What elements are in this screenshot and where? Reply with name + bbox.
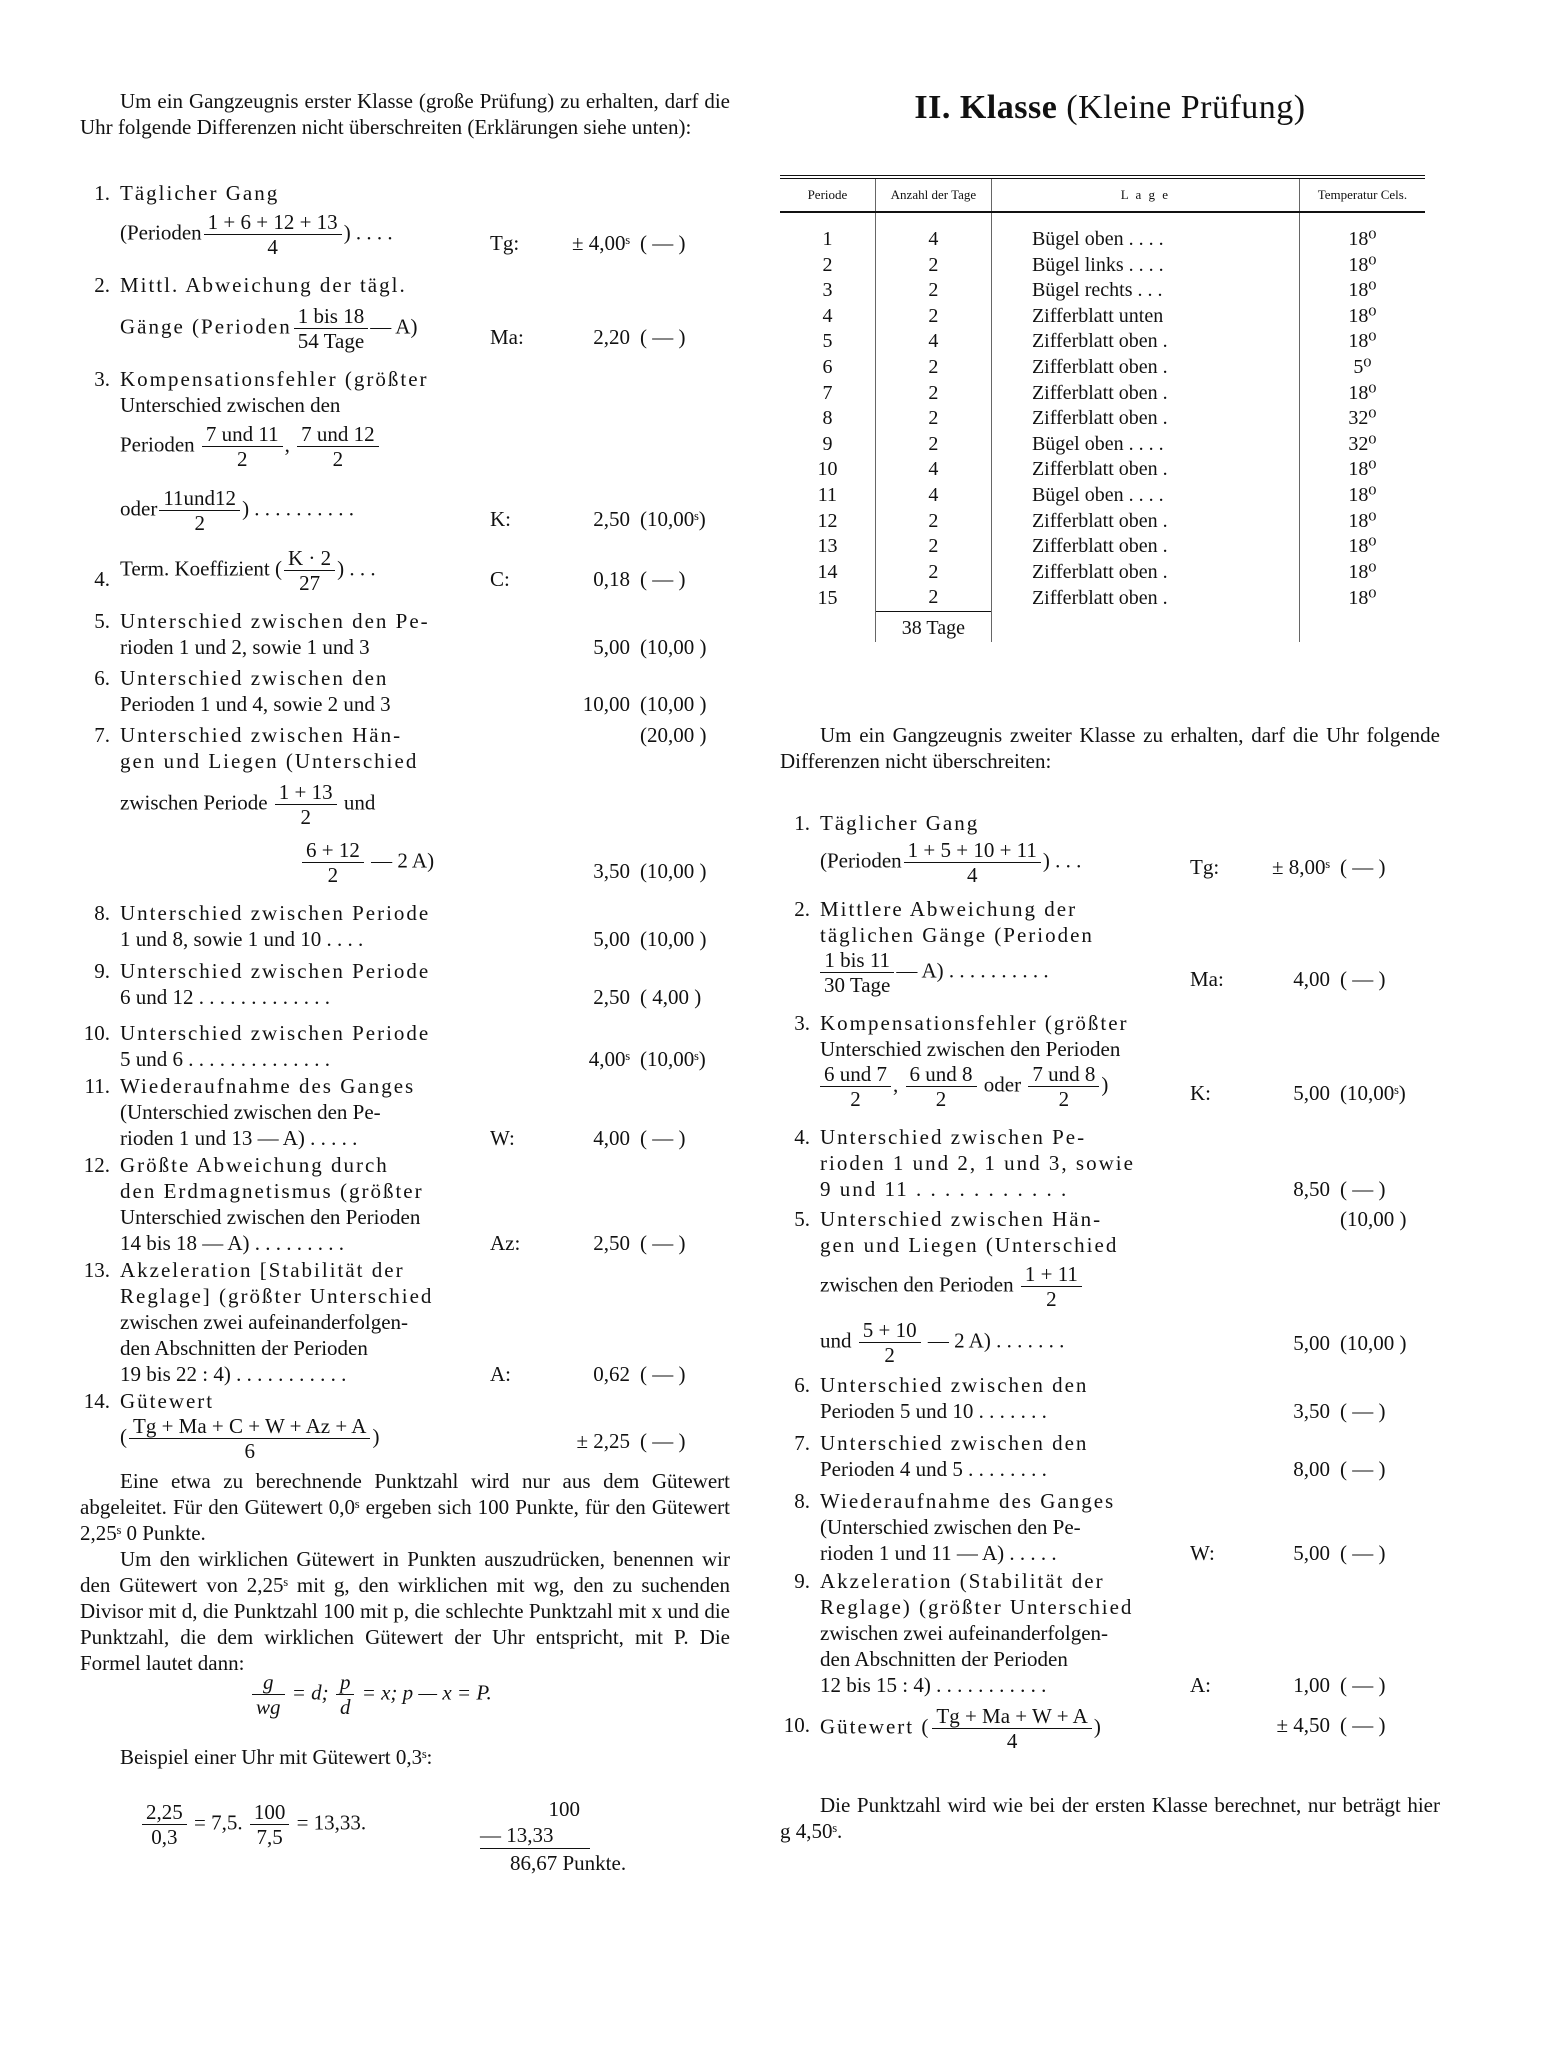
fraction: $\frac{\text{7 und 8}}{2}$ <box>1028 1062 1099 1111</box>
formula-prefix: Term. Koeffizient ( <box>120 556 282 581</box>
temperature-cell: 18⁰ <box>1299 304 1425 330</box>
item-number: 7. <box>794 1431 810 1455</box>
formula-text: = 7,5. <box>194 1810 243 1835</box>
subtraction-subtrahend: — 13,33 <box>480 1822 590 1849</box>
fraction: $\frac{5 + 10}{2}$ <box>859 1318 921 1367</box>
fraction: $\frac{1 + 11}{2}$ <box>1021 1262 1082 1311</box>
item-text: Reglage) (größter Unterschied <box>820 1595 1134 1619</box>
fraction: $\frac{100}{7,5}$ <box>250 1800 290 1849</box>
item-limit: (10,00ˢ) <box>640 1047 706 1071</box>
table-row <box>780 560 1425 586</box>
item-number: 10. <box>83 1021 110 1045</box>
example-heading: Beispiel einer Uhr mit Gütewert 0,3ˢ: <box>120 1745 433 1769</box>
item-text: 12 bis 15 : 4) . . . . . . . . . . . <box>820 1673 1047 1697</box>
column-header: L a g e <box>991 177 1299 212</box>
period-cell: 2 <box>822 253 833 276</box>
item-limit: ( — ) <box>1340 855 1386 879</box>
item-text: Unterschied zwischen Pe- <box>820 1125 1087 1149</box>
formula-paragraph: Um den wirklichen Gütewert in Punkten auszudrücken, benennen wir den Gütewert von 2,25ˢ mit g, den wirklichen mit wg, den zu suchenden Divisor mit d, die Punktzahl 100 mit p, die schlechte Punktzahl mit x und die Punktzahl, die dem wirklichen Gütewert der Uhr entspricht, mit P. Die Formel lautet dann: <box>80 1547 730 1675</box>
formula-suffix: — 2 A) . . . . . . . <box>927 1328 1065 1353</box>
item-limit: ( — ) <box>1340 1399 1386 1423</box>
item-value: ± 2,25 <box>576 1429 630 1453</box>
item-number: 9. <box>94 959 110 983</box>
formula-suffix: ) . . . . <box>343 220 393 245</box>
item-limit: ( — ) <box>640 325 686 349</box>
period-cell: 12 <box>817 509 838 532</box>
item-text: Perioden 1 und 4, sowie 2 und 3 <box>120 692 391 716</box>
period-cell: 8 <box>822 407 833 430</box>
fraction: $\frac{g}{wg}$ <box>252 1670 285 1719</box>
temperature-cell: 18⁰ <box>1299 457 1425 483</box>
table-row <box>780 534 1425 560</box>
formula-prefix: (Perioden <box>120 220 202 245</box>
item-value: ± 8,00ˢ <box>1272 855 1330 879</box>
table-row <box>780 355 1425 381</box>
item-text: Perioden 5 und 10 . . . . . . . <box>820 1399 1047 1423</box>
item-limit: ( 4,00 ) <box>640 985 702 1009</box>
table-row <box>780 278 1425 304</box>
temperature-cell: 18⁰ <box>1299 253 1425 279</box>
item-text: zwischen zwei aufeinanderfolgen- <box>120 1310 409 1334</box>
table-row <box>780 212 1425 253</box>
item-text: (Unterschied zwischen den Pe- <box>120 1100 381 1124</box>
formula-suffix: — A) . . . . . . . . . . <box>896 958 1049 983</box>
item-symbol: A: <box>1190 1673 1211 1697</box>
subtraction-minuend: 100 <box>548 1797 580 1821</box>
fraction: $\frac{6 + 12}{2}$ <box>302 838 364 887</box>
class-2-outro: Die Punktzahl wird wie bei der ersten Klasse berechnet, nur beträgt hier g 4,50ˢ. <box>780 1793 1440 1843</box>
item-text: Mittlere Abweichung der <box>820 897 1078 921</box>
item-symbol: C: <box>490 567 510 591</box>
table-row <box>780 304 1425 330</box>
item-value: 0,18 <box>593 567 630 591</box>
temperature-cell: 32⁰ <box>1299 406 1425 432</box>
table-row <box>780 329 1425 355</box>
item-number: 7. <box>94 723 110 747</box>
item-limit: ( — ) <box>640 1429 686 1453</box>
temperature-cell: 18⁰ <box>1299 534 1425 560</box>
fraction: $\frac{\text{11und12}}{2}$ <box>159 486 240 535</box>
column-header: Temperatur Cels. <box>1299 177 1425 212</box>
days-cell: 2 <box>875 560 991 586</box>
item-symbol: W: <box>1190 1541 1215 1565</box>
item-limit: (10,00 ) <box>640 635 707 659</box>
days-cell: 4 <box>875 329 991 355</box>
position-cell: Zifferblatt oben . <box>991 509 1299 535</box>
position-cell: Zifferblatt oben . <box>991 406 1299 432</box>
item-text: 19 bis 22 : 4) . . . . . . . . . . . <box>120 1362 347 1386</box>
item-limit: (10,00 ) <box>1340 1331 1407 1355</box>
item-number: 4. <box>794 1125 810 1149</box>
item-text: rioden 1 und 2, sowie 1 und 3 <box>120 635 370 659</box>
formula-prefix: Gänge (Perioden <box>120 314 292 339</box>
item-value: 1,00 <box>1293 1673 1330 1697</box>
period-cell: 14 <box>817 560 838 583</box>
item-value: 4,00 <box>1293 967 1330 991</box>
item-title: Täglicher Gang <box>820 811 980 835</box>
item-limit: (10,00 ) <box>640 927 707 951</box>
period-cell: 10 <box>817 458 838 481</box>
item-limit: (10,00ˢ) <box>1340 1081 1406 1105</box>
temperature-cell: 18⁰ <box>1299 585 1425 611</box>
item-text: täglichen Gänge (Perioden <box>820 923 1094 947</box>
item-text: Unterschied zwischen den <box>820 1431 1089 1455</box>
fraction: $\frac{\text{7 und 11}}{2}$ <box>202 422 283 471</box>
days-cell: 2 <box>875 509 991 535</box>
formula-text: oder <box>983 1072 1022 1097</box>
item-number: 12. <box>83 1153 110 1177</box>
empty-cell <box>780 611 875 641</box>
item-text: 9 und 11 . . . . . . . . . . . <box>820 1177 1069 1201</box>
item-number: 6. <box>794 1373 810 1397</box>
fraction: $\frac{\text{1 bis 18}}{\text{54 Tage}}$ <box>294 304 369 353</box>
class-2-intro: Um ein Gangzeugnis zweiter Klasse zu erhalten, darf die Uhr folgende Differenzen nicht überschreiten: <box>780 723 1440 773</box>
temperature-cell: 18⁰ <box>1299 381 1425 407</box>
fraction: $\frac{Tg + Ma + C + W + Az + A}{6}$ <box>129 1414 370 1463</box>
empty-cell <box>1299 611 1425 641</box>
item-number: 5. <box>94 609 110 633</box>
temperature-cell: 18⁰ <box>1299 329 1425 355</box>
item-text: Größte Abweichung durch <box>120 1153 389 1177</box>
item-value: 5,00 <box>1293 1331 1330 1355</box>
item-text: Wiederaufnahme des Ganges <box>820 1489 1116 1513</box>
formula-suffix: ) <box>1093 1714 1101 1739</box>
days-cell: 4 <box>875 457 991 483</box>
days-cell: 2 <box>875 355 991 381</box>
points-formula <box>250 1670 492 1719</box>
item-symbol: K: <box>490 507 511 531</box>
formula-suffix: — A) <box>370 314 418 339</box>
item-value: 4,00ˢ <box>588 1047 630 1071</box>
period-cell: 9 <box>822 432 833 455</box>
period-cell: 4 <box>822 304 833 327</box>
table-row <box>780 406 1425 432</box>
temperature-cell: 5⁰ <box>1299 355 1425 381</box>
fraction: $\frac{K \cdot 2}{27}$ <box>284 546 335 595</box>
table-total-row <box>780 611 1425 641</box>
formula-text: = x; p — x = P. <box>361 1680 492 1705</box>
days-cell: 2 <box>875 253 991 279</box>
item-number: 3. <box>94 367 110 391</box>
table-row <box>780 381 1425 407</box>
days-cell: 2 <box>875 278 991 304</box>
item-text: Wiederaufnahme des Ganges <box>120 1074 416 1098</box>
formula-text: = 13,33. <box>296 1810 367 1835</box>
position-cell: Bügel rechts . . . <box>991 278 1299 304</box>
item-text: Kompensationsfehler (größter <box>820 1011 1129 1035</box>
position-cell: Zifferblatt oben . <box>991 355 1299 381</box>
position-cell: Bügel oben . . . . <box>991 483 1299 509</box>
item-value: 0,62 <box>593 1362 630 1386</box>
formula-suffix: ) . . . . . . . . . . <box>242 496 355 521</box>
item-number: 1. <box>94 181 110 205</box>
period-cell: 3 <box>822 279 833 302</box>
item-value: 8,50 <box>1293 1177 1330 1201</box>
fraction: $\frac{\text{6 und 7}}{2}$ <box>820 1062 891 1111</box>
item-text: den Erdmagnetismus (größter <box>120 1179 424 1203</box>
item-value: 5,00 <box>593 927 630 951</box>
item-text: rioden 1 und 11 — A) . . . . . <box>820 1541 1057 1565</box>
item-text: Unterschied zwischen den Perioden <box>120 1205 421 1229</box>
item-text: 1 und 8, sowie 1 und 10 . . . . <box>120 927 364 951</box>
item-text: gen und Liegen (Unterschied <box>820 1233 1119 1257</box>
item-number: 2. <box>94 273 110 297</box>
item-text: Unterschied zwischen den Pe- <box>120 609 430 633</box>
formula-suffix: ) . . . <box>1042 848 1082 873</box>
table-row <box>780 432 1425 458</box>
item-number: 10. <box>783 1713 810 1737</box>
item-number: 2. <box>794 897 810 921</box>
test-periods-table <box>780 175 1425 642</box>
item-limit: (20,00 ) <box>640 723 707 747</box>
formula-prefix: Gütewert ( <box>820 1714 931 1739</box>
item-value: 5,00 <box>1293 1081 1330 1105</box>
period-cell: 6 <box>822 355 833 378</box>
item-symbol: W: <box>490 1126 515 1150</box>
fraction: $\frac{\text{6 und 8}}{2}$ <box>906 1062 977 1111</box>
temperature-cell: 18⁰ <box>1299 278 1425 304</box>
item-limit: ( — ) <box>640 1362 686 1386</box>
days-cell: 2 <box>875 534 991 560</box>
item-limit: ( — ) <box>1340 1713 1386 1737</box>
period-cell: 11 <box>817 483 838 506</box>
item-value: 3,50 <box>1293 1399 1330 1423</box>
item-title: Täglicher Gang <box>120 181 280 205</box>
fraction: $\frac{1 + 5 + 10 + 11}{4}$ <box>904 838 1041 887</box>
item-symbol: K: <box>1190 1081 1211 1105</box>
item-value: 3,50 <box>593 859 630 883</box>
table-row <box>780 509 1425 535</box>
days-cell: 4 <box>875 483 991 509</box>
item-limit: (10,00ˢ) <box>640 507 706 531</box>
item-number: 14. <box>83 1389 110 1413</box>
fraction: $\frac{p}{d}$ <box>336 1670 355 1719</box>
temperature-cell: 18⁰ <box>1299 212 1425 253</box>
item-symbol: Az: <box>490 1231 521 1255</box>
formula-text: und <box>343 790 376 815</box>
position-cell: Zifferblatt oben . <box>991 381 1299 407</box>
item-title: Gütewert <box>120 1389 215 1413</box>
fraction: $\frac{\text{7 und 12}}{2}$ <box>297 422 379 471</box>
item-number: 4. <box>94 567 110 591</box>
item-limit: ( — ) <box>640 1126 686 1150</box>
item-value: 2,20 <box>593 325 630 349</box>
formula-suffix: ) . . . <box>337 556 376 581</box>
period-cell: 13 <box>817 535 838 558</box>
item-limit: ( — ) <box>1340 1541 1386 1565</box>
fraction: $\frac{Tg + Ma + W + A}{4}$ <box>932 1704 1091 1753</box>
item-text: den Abschnitten der Perioden <box>820 1647 1068 1671</box>
item-value: 5,00 <box>593 635 630 659</box>
position-cell: Zifferblatt oben . <box>991 534 1299 560</box>
item-limit: ( — ) <box>640 231 686 255</box>
days-cell: 2 <box>875 304 991 330</box>
position-cell: Zifferblatt oben . <box>991 329 1299 355</box>
days-cell: 2 <box>875 381 991 407</box>
item-text: gen und Liegen (Unterschied <box>120 749 419 773</box>
item-value: 4,00 <box>593 1126 630 1150</box>
item-number: 8. <box>794 1489 810 1513</box>
days-cell: 4 <box>875 212 991 253</box>
formula-prefix: zwischen den Perioden <box>820 1272 1014 1297</box>
days-cell: 2 <box>875 432 991 458</box>
table-row <box>780 585 1425 611</box>
period-cell: 1 <box>822 228 833 250</box>
position-cell: Zifferblatt oben . <box>991 560 1299 586</box>
fraction: $\frac{1 + 13}{2}$ <box>275 780 337 829</box>
item-limit: ( — ) <box>1340 1457 1386 1481</box>
item-title: Mittl. Abweichung der tägl. <box>120 273 407 297</box>
table-row <box>780 253 1425 279</box>
position-cell: Zifferblatt oben . <box>991 585 1299 611</box>
temperature-cell: 18⁰ <box>1299 560 1425 586</box>
empty-cell <box>991 611 1299 641</box>
fraction: $\frac{\text{1 bis 11}}{\text{30 Tage}}$ <box>820 948 894 997</box>
period-cell: 15 <box>817 586 838 609</box>
item-value: 2,50 <box>593 985 630 1009</box>
temperature-cell: 18⁰ <box>1299 509 1425 535</box>
item-value: 5,00 <box>1293 1541 1330 1565</box>
item-limit: (10,00 ) <box>640 692 707 716</box>
item-text: 5 und 6 . . . . . . . . . . . . . . <box>120 1047 330 1071</box>
item-limit: ( — ) <box>1340 1177 1386 1201</box>
item-text: Unterschied zwischen Periode <box>120 901 431 925</box>
item-text: Kompensationsfehler (größter <box>120 367 429 391</box>
item-limit: (10,00 ) <box>1340 1207 1407 1231</box>
item-number: 5. <box>794 1207 810 1231</box>
temperature-cell: 18⁰ <box>1299 483 1425 509</box>
period-cell: 7 <box>822 381 833 404</box>
fraction: $\frac{2,25}{0,3}$ <box>142 1800 187 1849</box>
days-cell: 2 <box>875 585 991 611</box>
days-cell: 2 <box>875 406 991 432</box>
period-cell: 5 <box>822 330 833 353</box>
formula-prefix: (Perioden <box>820 848 902 873</box>
points-paragraph: Eine etwa zu berechnende Punktzahl wird nur aus dem Gütewert abgeleitet. Für den Gütewert 0,0ˢ ergeben sich 100 Punkte, für den Gütewert 2,25ˢ 0 Punkte. <box>80 1469 730 1545</box>
position-cell: Bügel oben . . . . <box>991 432 1299 458</box>
item-text: Akzeleration [Stabilität der <box>120 1258 405 1282</box>
item-text: rioden 1 und 2, 1 und 3, sowie <box>820 1151 1135 1175</box>
item-text: Unterschied zwischen den <box>120 393 341 417</box>
example-calculation <box>140 1800 366 1849</box>
item-symbol: Ma: <box>490 325 524 349</box>
position-cell: Zifferblatt unten <box>991 304 1299 330</box>
item-text: rioden 1 und 13 — A) . . . . . <box>120 1126 358 1150</box>
item-value: 10,00 <box>582 692 630 716</box>
item-text: den Abschnitten der Perioden <box>120 1336 368 1360</box>
item-text: Unterschied zwischen den Perioden <box>820 1037 1121 1061</box>
item-text: Perioden 4 und 5 . . . . . . . . <box>820 1457 1047 1481</box>
class-2-title: II. Klasse (Kleine Prüfung) <box>914 89 1306 126</box>
item-value: ± 4,50 <box>1276 1713 1330 1737</box>
item-number: 13. <box>83 1258 110 1282</box>
item-number: 8. <box>94 901 110 925</box>
item-text: zwischen zwei aufeinanderfolgen- <box>820 1621 1109 1645</box>
item-symbol: A: <box>490 1362 511 1386</box>
formula-text: = d; <box>291 1680 329 1705</box>
item-text: Unterschied zwischen Hän- <box>820 1207 1103 1231</box>
total-days-cell: 38 Tage <box>875 611 991 641</box>
item-text: (Unterschied zwischen den Pe- <box>820 1515 1081 1539</box>
item-limit: ( — ) <box>1340 1673 1386 1697</box>
item-limit: (10,00 ) <box>640 859 707 883</box>
item-limit: ( — ) <box>1340 967 1386 991</box>
item-text: 6 und 12 . . . . . . . . . . . . . <box>120 985 330 1009</box>
intro-paragraph: Um ein Gangzeugnis erster Klasse (große Prüfung) zu erhalten, darf die Uhr folgende Differenzen nicht überschreiten (Erklärungen siehe unten): <box>80 89 730 139</box>
table-row <box>780 457 1425 483</box>
item-number: 9. <box>794 1569 810 1593</box>
position-cell: Bügel oben . . . . <box>991 212 1299 253</box>
item-limit: ( — ) <box>640 1231 686 1255</box>
subtraction-result: 86,67 Punkte. <box>510 1851 627 1875</box>
formula-prefix: oder <box>120 496 158 521</box>
item-symbol: Tg: <box>1190 855 1220 879</box>
item-text: Unterschied zwischen Periode <box>120 959 431 983</box>
formula-prefix: Perioden <box>120 432 195 457</box>
position-cell: Zifferblatt oben . <box>991 457 1299 483</box>
item-text: 14 bis 18 — A) . . . . . . . . . <box>120 1231 345 1255</box>
item-number: 3. <box>794 1011 810 1035</box>
formula-prefix: zwischen Periode <box>120 790 268 815</box>
item-text: Unterschied zwischen Hän- <box>120 723 403 747</box>
item-value: 2,50 <box>593 1231 630 1255</box>
column-header: Anzahl der Tage <box>875 177 991 212</box>
item-symbol: Tg: <box>490 231 520 255</box>
position-cell: Bügel links . . . . <box>991 253 1299 279</box>
fraction: $\frac{1 + 6 + 12 + 13}{4}$ <box>204 210 342 259</box>
column-header: Periode <box>780 177 875 212</box>
item-text: Unterschied zwischen den <box>120 666 389 690</box>
item-limit: ( — ) <box>640 567 686 591</box>
item-value: ± 4,00ˢ <box>572 231 630 255</box>
temperature-cell: 32⁰ <box>1299 432 1425 458</box>
item-symbol: Ma: <box>1190 967 1224 991</box>
item-text: Akzeleration (Stabilität der <box>820 1569 1105 1593</box>
item-number: 1. <box>794 811 810 835</box>
item-number: 11. <box>84 1074 110 1098</box>
item-text: Unterschied zwischen den <box>820 1373 1089 1397</box>
item-number: 6. <box>94 666 110 690</box>
formula-text: und <box>820 1328 852 1353</box>
item-value: 8,00 <box>1293 1457 1330 1481</box>
item-text: Unterschied zwischen Periode <box>120 1021 431 1045</box>
table-row <box>780 483 1425 509</box>
formula-suffix: — 2 A) <box>371 848 435 873</box>
item-value: 2,50 <box>593 507 630 531</box>
item-text: Reglage] (größter Unterschied <box>120 1284 434 1308</box>
